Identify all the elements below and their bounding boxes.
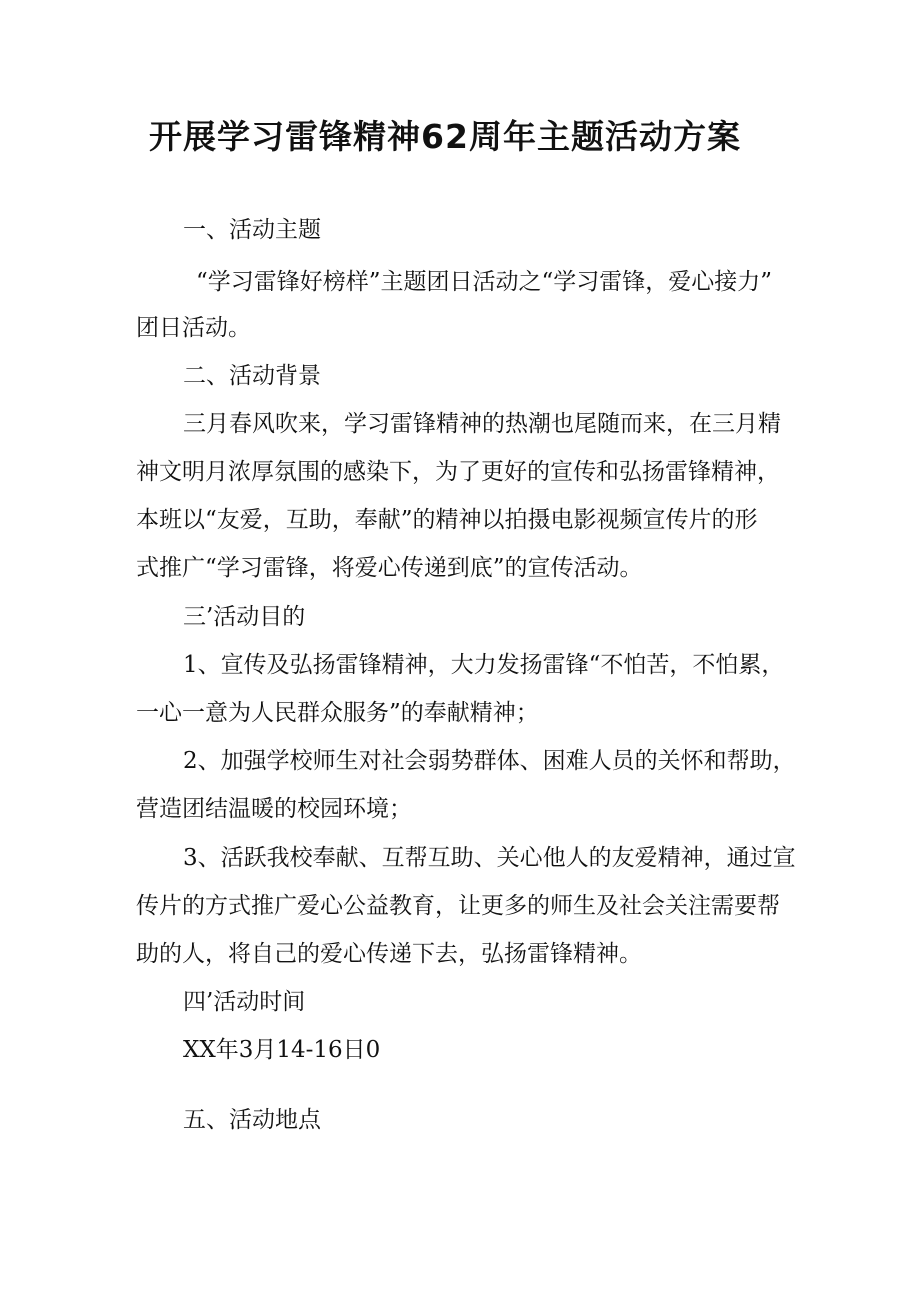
purpose-item-line: 3、活跃我校奉献、互帮互助、关心他人的友爱精神，通过宣 xyxy=(183,845,796,871)
time-value: XX年3月14-16日0 xyxy=(183,1037,381,1063)
purpose-item-line: 助的人，将自己的爱心传递下去，弘扬雷锋精神。 xyxy=(136,941,642,967)
section-heading-background: 二、活动背景 xyxy=(183,363,321,389)
section-heading-purpose: 三’活动目的 xyxy=(183,604,306,630)
page-title: 开展学习雷锋精神62周年主题活动方案 xyxy=(149,117,741,156)
background-text-line: 神文明月浓厚氛围的感染下，为了更好的宣传和弘扬雷锋精神， xyxy=(136,459,780,485)
theme-text-line: “学习雷锋好榜样”主题团日活动之“学习雷锋，爱心接力” xyxy=(196,269,773,295)
background-text-line: 本班以“友爱，互助，奉献”的精神以拍摄电影视频宣传片的形 xyxy=(136,507,758,533)
purpose-item-line: 传片的方式推广爱心公益教育，让更多的师生及社会关注需要帮 xyxy=(136,893,780,919)
section-heading-theme: 一、活动主题 xyxy=(183,217,321,243)
background-text-line: 三月春风吹来，学习雷锋精神的热潮也尾随而来，在三月精 xyxy=(183,411,781,437)
section-heading-location: 五、活动地点 xyxy=(183,1107,321,1133)
purpose-item-line: 1、宣传及弘扬雷锋精神，大力发扬雷锋“不怕苦，不怕累， xyxy=(183,652,785,678)
purpose-item-line: 一心一意为人民群众服务”的奉献精神； xyxy=(136,700,539,726)
purpose-item-line: 2、加强学校师生对社会弱势群体、困难人员的关怀和帮助， xyxy=(183,748,796,774)
section-heading-time: 四’活动时间 xyxy=(183,989,306,1015)
background-text-line: 式推广“学习雷锋，将爱心传递到底”的宣传活动。 xyxy=(136,555,643,581)
theme-text-line: 团日活动。 xyxy=(136,315,251,341)
purpose-item-line: 营造团结温暖的校园环境； xyxy=(136,796,412,822)
